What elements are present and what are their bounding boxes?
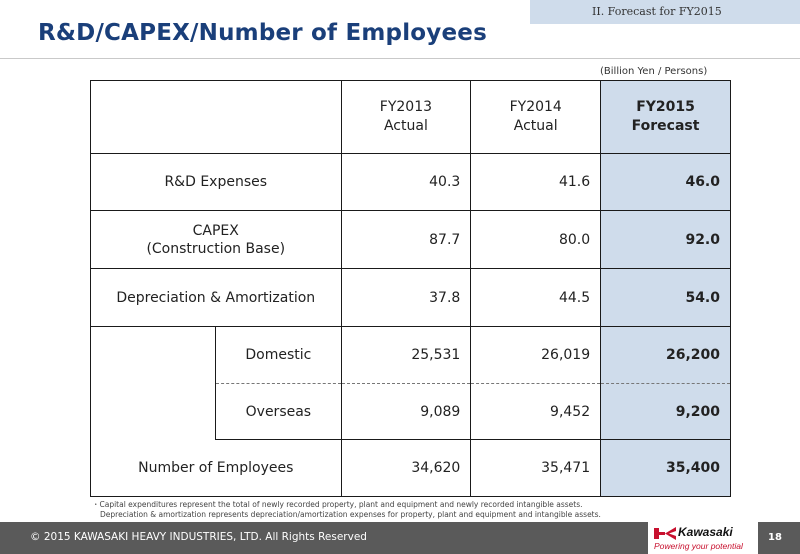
forecast-cell: 54.0 bbox=[601, 269, 731, 327]
forecast-cell: 26,200 bbox=[601, 327, 731, 384]
column-header-year: FY2014 bbox=[509, 99, 562, 115]
section-label: II. Forecast for FY2015 bbox=[530, 0, 800, 24]
table-cell: 9,452 bbox=[471, 384, 601, 440]
table-cell: 80.0 bbox=[471, 211, 601, 269]
table-cell: 40.3 bbox=[341, 154, 471, 211]
table-cell: 41.6 bbox=[471, 154, 601, 211]
column-header-year: FY2013 bbox=[379, 99, 433, 115]
unit-note: (Billion Yen / Persons) bbox=[600, 66, 708, 77]
table-cell: 44.5 bbox=[471, 269, 601, 327]
row-label bbox=[91, 211, 342, 269]
row-label: Depreciation & Amortization bbox=[91, 269, 342, 327]
table-cell: 34,620 bbox=[341, 440, 471, 497]
column-header-year: FY2015 bbox=[636, 99, 695, 115]
kawasaki-k-icon bbox=[654, 527, 676, 540]
title-divider bbox=[0, 58, 800, 59]
column-header-type: Actual bbox=[513, 118, 558, 134]
header-empty-cell bbox=[91, 81, 342, 154]
forecast-cell: 92.0 bbox=[601, 211, 731, 269]
page-number: 18 bbox=[768, 532, 782, 543]
company-logo bbox=[648, 522, 758, 554]
row-label: Number of Employees bbox=[91, 440, 342, 497]
footnote-line: ・Capital expenditures represent the total of newly recorded property, plant and equipment and newly recorded intangible assets. bbox=[92, 500, 583, 509]
table-row-employees bbox=[91, 440, 731, 497]
column-header-fy2013 bbox=[341, 81, 471, 154]
copyright-text: © 2015 KAWASAKI HEAVY INDUSTRIES, LTD. All Rights Reserved bbox=[30, 531, 367, 543]
table-header-row bbox=[91, 81, 731, 154]
forecast-cell: 9,200 bbox=[601, 384, 731, 440]
table-cell: 25,531 bbox=[341, 327, 471, 384]
row-label-sub: (Construction Base) bbox=[146, 240, 286, 257]
page-title: R&D/CAPEX/Number of Employees bbox=[38, 20, 487, 46]
table-cell: 26,019 bbox=[471, 327, 601, 384]
row-label: R&D Expenses bbox=[91, 154, 342, 211]
forecast-cell: 35,400 bbox=[601, 440, 731, 497]
column-header-type: Forecast bbox=[631, 118, 700, 134]
table-row-domestic bbox=[91, 327, 731, 384]
logo-wordmark: Kawasaki bbox=[678, 525, 733, 539]
table-row-capex bbox=[91, 211, 731, 269]
table-cell: 35,471 bbox=[471, 440, 601, 497]
row-label-main: CAPEX bbox=[192, 222, 239, 239]
row-label: Overseas bbox=[216, 384, 341, 440]
logo-tagline: Powering your potential bbox=[654, 541, 743, 551]
footnote-line: Depreciation & amortization represents depreciation/amortization expenses for property, plant and equipment and intangible assets. bbox=[100, 510, 601, 519]
column-header-type: Actual bbox=[383, 118, 428, 134]
data-table bbox=[90, 80, 731, 497]
forecast-cell: 46.0 bbox=[601, 154, 731, 211]
table-row-depreciation bbox=[91, 269, 731, 327]
table-cell: 9,089 bbox=[341, 384, 471, 440]
table-cell: 87.7 bbox=[341, 211, 471, 269]
table-row-rd-expenses bbox=[91, 154, 731, 211]
column-header-fy2014 bbox=[471, 81, 601, 154]
table-cell: 37.8 bbox=[341, 269, 471, 327]
column-header-fy2015 bbox=[601, 81, 731, 154]
row-label: Domestic bbox=[216, 327, 341, 384]
group-indent-cell bbox=[91, 327, 216, 440]
footer-bar bbox=[0, 522, 800, 554]
footnote bbox=[92, 500, 601, 520]
